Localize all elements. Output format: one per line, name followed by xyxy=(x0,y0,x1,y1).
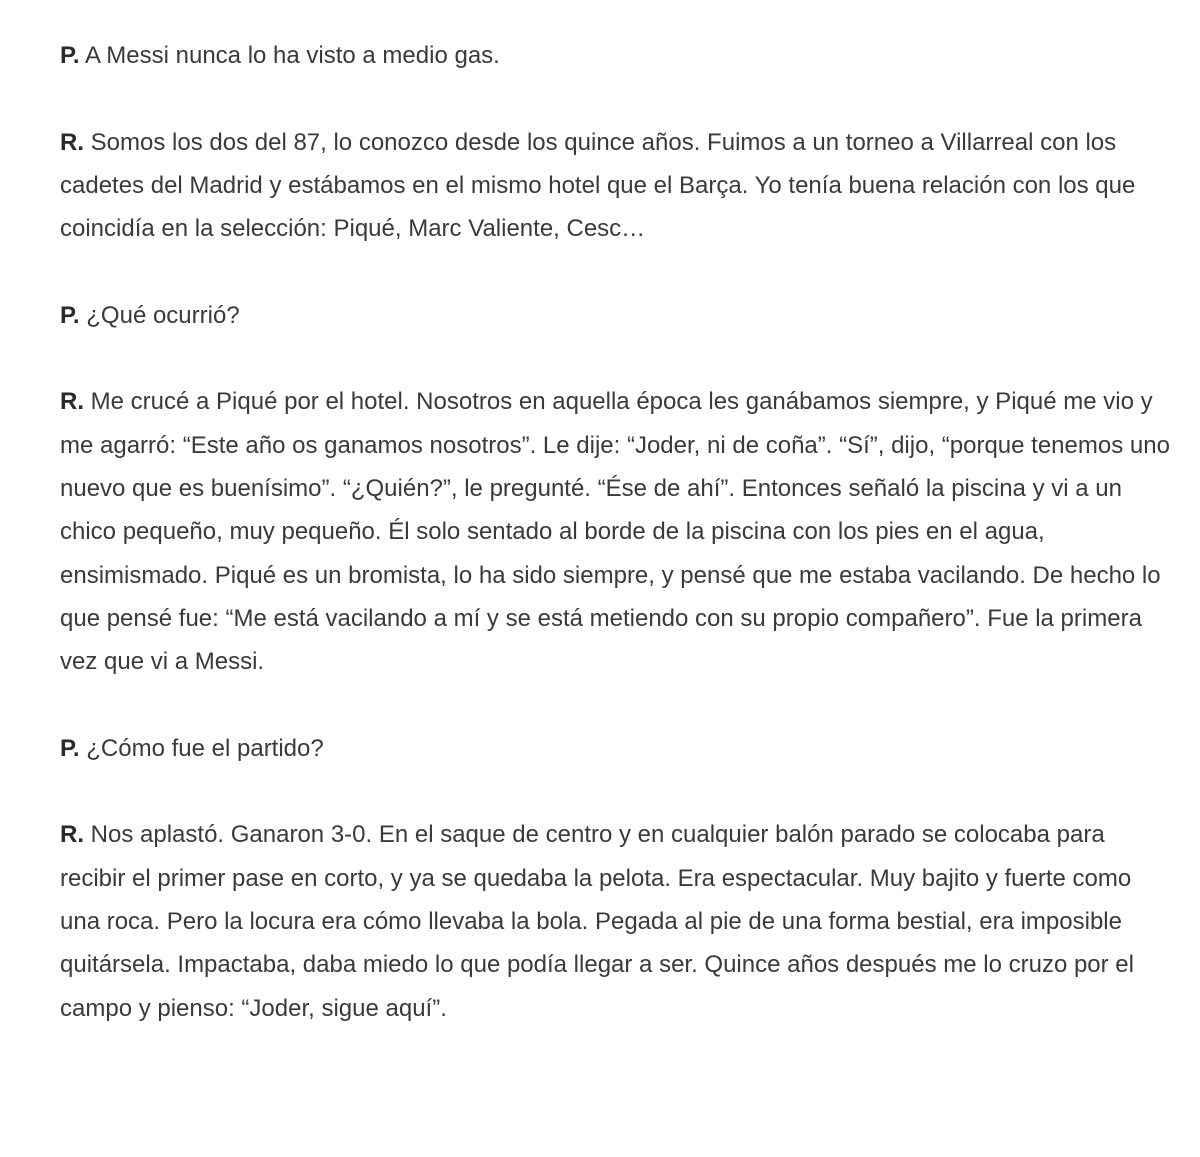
interview-article xyxy=(60,34,1170,1073)
speaker-label: P. xyxy=(60,42,80,69)
paragraph-text: ¿Qué ocurrió? xyxy=(86,301,240,329)
question-paragraph xyxy=(60,727,1170,770)
speaker-label: P. xyxy=(60,301,80,329)
answer-paragraph xyxy=(60,813,1170,1029)
paragraph-text: ¿Cómo fue el partido? xyxy=(86,734,324,762)
question-paragraph xyxy=(60,34,1170,77)
answer-paragraph xyxy=(60,121,1170,251)
paragraph-text: Somos los dos del 87, lo conozco desde los quince años. Fuimos a un torneo a Villarreal con los cadetes del Madrid y estábamos en el mismo hotel que el Barça. Yo tenía buena relación con los que coincidía en la selección: Piqué, Marc Valiente, Cesc… xyxy=(60,128,1136,243)
speaker-label: P. xyxy=(60,734,80,762)
speaker-label: R. xyxy=(60,388,84,416)
paragraph-text: A Messi nunca lo ha visto a medio gas. xyxy=(84,42,500,69)
speaker-label: R. xyxy=(60,128,84,156)
answer-paragraph xyxy=(60,380,1170,683)
paragraph-text: Me crucé a Piqué por el hotel. Nosotros en aquella época les ganábamos siempre, y Piqué me vio y me agarró: “Este año os ganamos nosotros”. Le dije: “Joder, ni de coña”. “Sí”, dijo, “porque tenemos uno nuevo que es buenísimo”. “¿Quién?”, le pregunté. “Ése de ahí”. Entonces señaló la piscina y vi a un chico pequeño, muy pequeño. Él solo sentado al borde de la piscina con los pies en el agua, ensimismado. Piqué es un bromista, lo ha sido siempre, y pensé que me estaba vacilando. De hecho lo que pensé fue: “Me está vacilando a mí y se está metiendo con su propio compañero”. Fue la primera vez que vi a Messi. xyxy=(60,388,1170,676)
paragraph-text: Nos aplastó. Ganaron 3-0. En el saque de centro y en cualquier balón parado se colocaba para recibir el primer pase en corto, y ya se quedaba la pelota. Era espectacular. Muy bajito y fuerte como una roca. Pero la locura era cómo llevaba la bola. Pegada al pie de una forma bestial, era imposible quitársela. Impactaba, daba miedo lo que podía llegar a ser. Quince años después me lo cruzo por el campo y pienso: “Joder, sigue aquí”. xyxy=(60,821,1134,1022)
speaker-label: R. xyxy=(60,821,84,849)
question-paragraph xyxy=(60,294,1170,337)
